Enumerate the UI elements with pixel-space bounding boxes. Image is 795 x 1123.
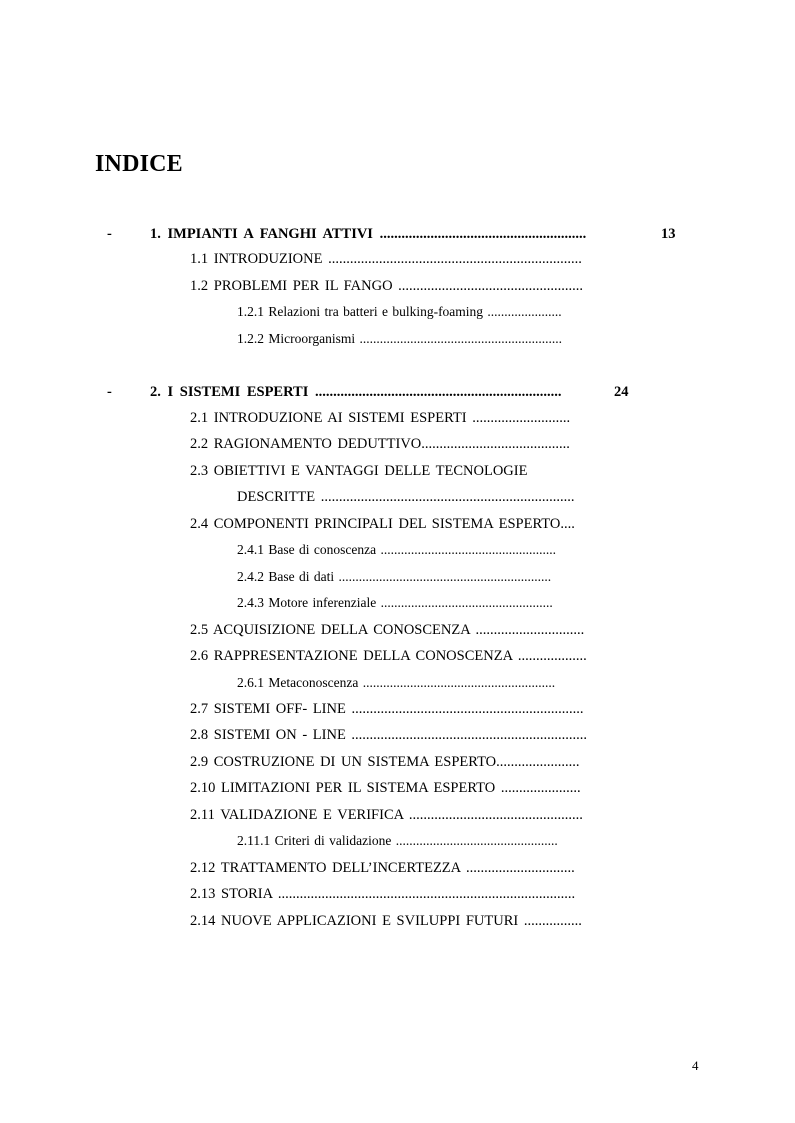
toc-entry-2-11-1: 2.11.1 Criteri di validazione ................................................ <box>237 833 558 848</box>
toc-entry-2-13: 2.13 STORIA .................................................................................. <box>190 886 576 902</box>
chapter-1-title: 1. IMPIANTI A FANGHI ATTIVI ......................................................... <box>150 226 587 242</box>
toc-entry-1-2-1: 1.2.1 Relazioni tra batteri e bulking-foaming ...................... <box>237 304 562 319</box>
toc-entry-2-8: 2.8 SISTEMI ON - LINE ................................................................. <box>190 727 588 743</box>
toc-entry-1-2: 1.2 PROBLEMI PER IL FANGO ................................................... <box>190 278 584 294</box>
toc-entry-2-3-cont: DESCRITTE ...................................................................... <box>237 489 575 505</box>
toc-entry-2-7: 2.7 SISTEMI OFF- LINE ................................................................ <box>190 701 584 717</box>
toc-entry-2-4-2: 2.4.2 Base di dati ............................................................... <box>237 569 552 584</box>
page-title: INDICE <box>95 151 183 177</box>
toc-entry-1-1: 1.1 INTRODUZIONE ...................................................................... <box>190 251 582 267</box>
chapter-2-page: 24 <box>614 384 629 400</box>
toc-entry-2-10: 2.10 LIMITAZIONI PER IL SISTEMA ESPERTO ...................... <box>190 780 581 796</box>
toc-entry-2-4-1: 2.4.1 Base di conoscenza .................................................... <box>237 542 556 557</box>
toc-entry-2-3: 2.3 OBIETTIVI E VANTAGGI DELLE TECNOLOGIE <box>190 463 528 479</box>
chapter-1-page: 13 <box>661 226 676 242</box>
toc-entry-2-5: 2.5 ACQUISIZIONE DELLA CONOSCENZA .............................. <box>190 622 585 638</box>
toc-entry-2-11: 2.11 VALIDAZIONE E VERIFICA ................................................ <box>190 807 583 823</box>
chapter-2-dash: - <box>107 384 112 400</box>
toc-entry-2-4-3: 2.4.3 Motore inferenziale ................................................... <box>237 595 553 610</box>
toc-entry-2-2: 2.2 RAGIONAMENTO DEDUTTIVO......................................... <box>190 436 570 452</box>
toc-entry-2-12: 2.12 TRATTAMENTO DELL’INCERTEZZA .............................. <box>190 860 575 876</box>
chapter-1-dash: - <box>107 226 112 242</box>
toc-entry-2-1: 2.1 INTRODUZIONE AI SISTEMI ESPERTI ........................... <box>190 410 571 426</box>
page-number: 4 <box>692 1058 699 1073</box>
toc-entry-2-4: 2.4 COMPONENTI PRINCIPALI DEL SISTEMA ESPERTO.... <box>190 516 575 532</box>
toc-entry-2-6: 2.6 RAPPRESENTAZIONE DELLA CONOSCENZA ................... <box>190 648 587 664</box>
toc-entry-2-9: 2.9 COSTRUZIONE DI UN SISTEMA ESPERTO....................... <box>190 754 580 770</box>
toc-entry-2-14: 2.14 NUOVE APPLICAZIONI E SVILUPPI FUTURI ................ <box>190 913 582 929</box>
toc-entry-2-6-1: 2.6.1 Metaconoscenza ......................................................... <box>237 675 556 690</box>
toc-entry-1-2-2: 1.2.2 Microorganismi ............................................................ <box>237 331 562 346</box>
chapter-2-title: 2. I SISTEMI ESPERTI .................................................................... <box>150 384 562 400</box>
